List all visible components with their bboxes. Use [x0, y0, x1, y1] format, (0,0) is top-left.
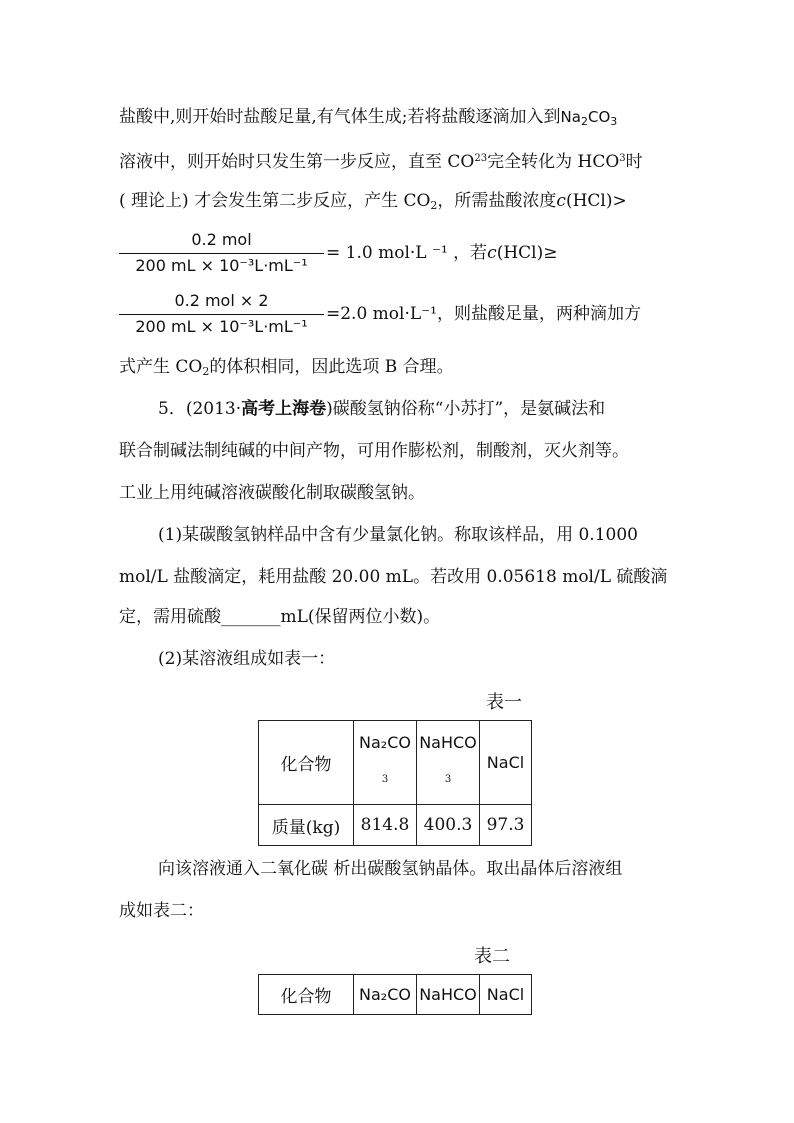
question-5-line-1	[158, 398, 605, 420]
question-5-text: )碳酸氢钠俗称“小苏打”，是氨碱法和	[326, 399, 606, 419]
co2-subscript: 2	[430, 199, 438, 212]
table-1-header-row	[259, 721, 532, 805]
fraction-2-denominator: 200 mL × 10⁻³L·mL⁻¹	[135, 317, 308, 336]
table-1-value-cell: 400.3	[417, 805, 480, 846]
line-2-part-a: 溶液中，则开始时只发生第一步反应，直至 CO	[119, 152, 475, 172]
fraction-1-denominator: 200 mL × 10⁻³L·mL⁻¹	[135, 256, 308, 275]
table-1-header-cell: 化合物	[259, 721, 354, 805]
fraction-2-result-text: =2.0 mol·L⁻¹，则盐酸足量，两种滴加方	[326, 304, 641, 324]
after-table-1-line-2: 成如表二：	[119, 901, 204, 921]
c-variable: c	[556, 191, 566, 211]
line-2-part-c: 时	[625, 152, 643, 172]
question-5-line-2: 联合制碱法制纯碱的中间产物，可用作膨松剂，制酸剂，灭火剂等。	[119, 441, 629, 461]
line-3-part-a: ( 理论上) 才会发生第二步反应，产生 CO	[119, 191, 431, 211]
line-1-text: 盐酸中,则开始时盐酸足量,有气体生成;若将盐酸逐滴加入到	[119, 107, 561, 127]
line-6-part-b: 的体积相同，因此选项 B 合理。	[209, 357, 454, 377]
part-1-line-2: mol/L 盐酸滴定，耗用盐酸 20.00 mL。若改用 0.05618 mol/L 硫酸滴	[119, 567, 668, 587]
part-1-line-3: 定，需用硫酸_______mL(保留两位小数)。	[119, 607, 441, 627]
fraction-1-bar	[119, 253, 324, 254]
table-1	[258, 720, 532, 846]
after-table-1-line-1: 向该溶液通入二氧化碳 析出碳酸氢钠晶体。取出晶体后溶液组	[158, 859, 623, 879]
fraction-1-numerator: 0.2 mol	[191, 230, 252, 249]
exam-source: 高考上海卷	[241, 399, 327, 419]
question-5-line-3: 工业上用纯碱溶液碳酸化制取碳酸氢钠。	[119, 483, 425, 503]
text-line-1	[119, 106, 617, 133]
na2co3-formula: $Na_2CO_3$	[560, 108, 618, 128]
line-3-part-b: ，所需盐酸浓度	[437, 191, 557, 211]
part-2-line-1: (2)某溶液组成如表一：	[158, 649, 336, 669]
fraction-1-result-text: = 1.0 mol·L ⁻¹ ，若	[326, 243, 488, 263]
table-1-header-cell: Na₂CO 3	[354, 721, 417, 805]
text-line-6	[119, 356, 454, 383]
fraction-2-bar	[119, 314, 324, 315]
fraction-1-result	[326, 242, 557, 264]
table-1-caption: 表一	[486, 692, 522, 713]
table-1-header-cell: NaCl	[480, 721, 532, 805]
table-2-header-cell: Na₂CO	[354, 975, 417, 1015]
question-number: 5．(2013·	[158, 399, 242, 419]
text-line-2	[119, 148, 643, 173]
table-2-caption: 表二	[474, 946, 510, 967]
co2-subscript-2: 2	[202, 365, 210, 378]
line-3-part-d: (HCl)>	[565, 191, 627, 211]
fraction-2-numerator: 0.2 mol × 2	[174, 291, 269, 310]
table-2-header-row	[259, 975, 532, 1015]
text-line-3	[119, 190, 627, 217]
fraction-1-result-text-2: (HCl)≥	[496, 243, 558, 263]
line-2-part-b: 完全转化为 HCO	[487, 152, 620, 172]
charge-superscript: 2	[474, 153, 481, 164]
table-2-header-cell: 化合物	[259, 975, 354, 1015]
line-6-part-a: 式产生 CO	[119, 357, 203, 377]
part-1-line-1: (1)某碳酸氢钠样品中含有少量氯化钠。称取该样品，用 0.1000	[158, 525, 638, 545]
table-2	[258, 974, 532, 1015]
table-1-value-cell: 814.8	[354, 805, 417, 846]
fraction-2-result	[326, 303, 641, 325]
table-1-value-cell: 97.3	[480, 805, 532, 846]
table-1-header-cell: NaHCO 3	[417, 721, 480, 805]
table-2-header-cell: NaHCO	[417, 975, 480, 1015]
table-row	[259, 805, 532, 846]
c-variable-2: c	[487, 243, 497, 263]
charge-superscript-2: 3	[480, 153, 488, 164]
table-1-row-label: 质量(kg)	[259, 805, 354, 846]
table-2-header-cell: NaCl	[480, 975, 532, 1015]
hco3-superscript: 3	[619, 153, 626, 164]
